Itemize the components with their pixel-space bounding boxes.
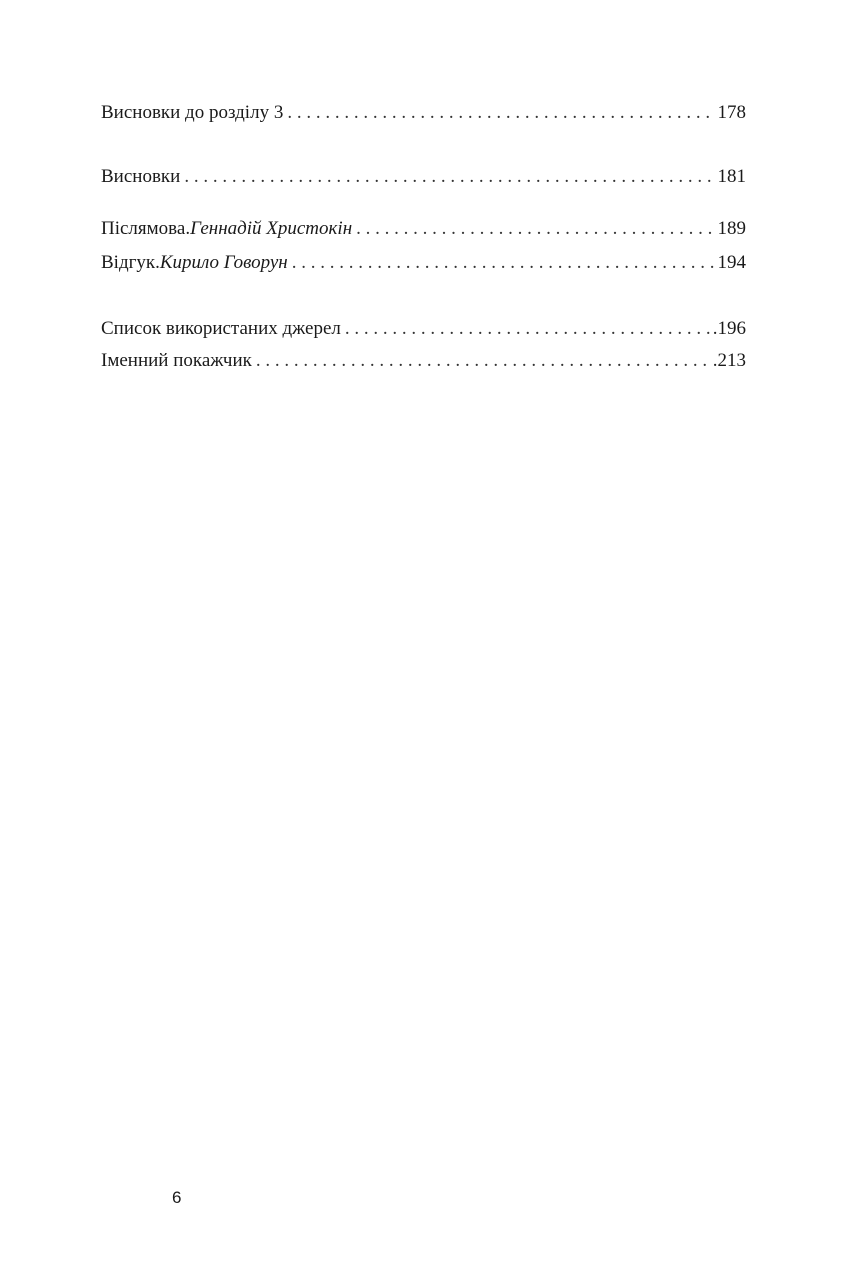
toc-entry-conclusions[interactable] — [101, 164, 746, 190]
toc-entry-title: Список використаних джерел — [101, 318, 341, 339]
toc-entry-title: Висновки до розділу 3 — [101, 102, 284, 123]
toc-entry-page: .196 — [712, 318, 746, 339]
toc-entry-page: 194 — [717, 252, 746, 273]
toc-dot-leader — [345, 316, 713, 342]
toc-entry-chapter3-conclusions[interactable] — [101, 100, 746, 126]
toc-entry-title: Відгук. — [101, 252, 160, 273]
toc-entry-page: .213 — [712, 350, 746, 371]
toc-entry-bibliography[interactable] — [101, 316, 746, 342]
toc-dot-leader — [184, 164, 713, 190]
toc-dot-leader — [356, 216, 713, 242]
page-number: 6 — [172, 1188, 182, 1207]
toc-dot-leader — [287, 100, 713, 126]
toc-entry-author: Кирило Говорун — [159, 252, 288, 273]
toc-entry-afterword[interactable] — [101, 216, 746, 242]
toc-entry-page: 189 — [717, 218, 746, 239]
toc-entry-title: Висновки — [101, 166, 181, 187]
toc-entry-page: 178 — [717, 102, 746, 123]
toc-entry-page: 181 — [717, 166, 746, 187]
toc-dot-leader — [292, 250, 714, 276]
toc-dot-leader — [256, 348, 713, 374]
toc-entry-title: Іменний покажчик — [101, 350, 252, 371]
toc-entry-title: Післямова. — [101, 218, 191, 239]
toc-entry-author: Геннадій Христокін — [190, 218, 353, 239]
toc-entry-review[interactable] — [101, 250, 746, 276]
toc-entry-name-index[interactable] — [101, 348, 746, 374]
